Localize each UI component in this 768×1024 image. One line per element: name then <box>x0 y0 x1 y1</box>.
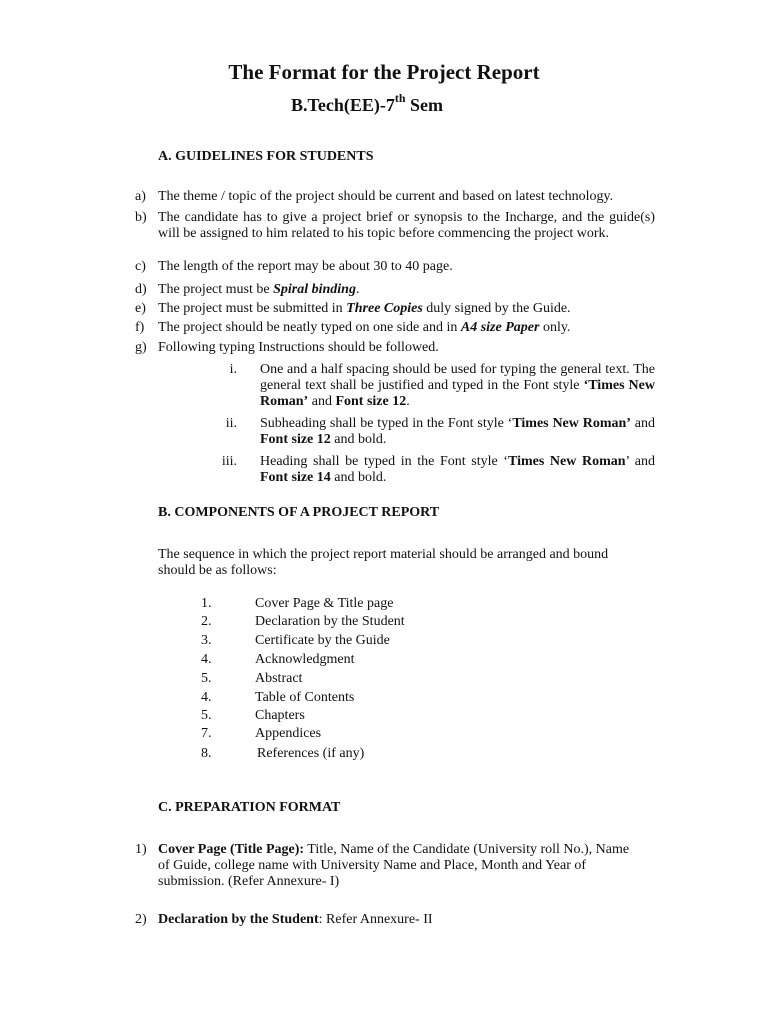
instruction-text: ’ and <box>625 454 655 469</box>
instruction-text: . <box>406 394 410 409</box>
instruction-text: and bold. <box>330 432 387 447</box>
page-subtitle <box>291 91 444 116</box>
item-bold-label: Cover Page (Title Page): <box>158 842 305 857</box>
component-label: Declaration by the Student <box>255 614 405 629</box>
list-marker: b) <box>135 210 147 225</box>
component-number: 2. <box>201 614 212 629</box>
component-label: Chapters <box>255 708 305 723</box>
list-marker: f) <box>135 320 145 335</box>
item-f-text: The project should be neatly typed on one side and in <box>158 320 461 335</box>
section-b-heading: B. COMPONENTS OF A PROJECT REPORT <box>158 505 440 520</box>
roman-marker: i. <box>229 362 237 377</box>
item-d-end: . <box>355 282 360 297</box>
component-label: Acknowledgment <box>255 652 355 667</box>
instruction-bold: Times New Roman <box>507 454 626 469</box>
list-marker: a) <box>135 189 146 204</box>
component-label: Cover Page & Title page <box>255 596 394 611</box>
component-label: Appendices <box>255 726 322 741</box>
preparation-item-cover-page <box>158 842 633 890</box>
component-number: 7. <box>201 726 212 741</box>
item-f-end: only. <box>539 320 571 335</box>
list-marker: g) <box>135 340 147 355</box>
instruction-bold: ‘Times New Roman’ <box>260 378 655 409</box>
component-label: References (if any) <box>257 746 365 761</box>
guideline-item-f <box>158 320 570 336</box>
instruction-bold: Font size 12 <box>335 394 407 409</box>
page-title: The Format for the Project Report <box>228 60 540 84</box>
item-text: : Refer Annexure- II <box>318 912 433 927</box>
guideline-item-e <box>158 301 571 317</box>
typing-instruction-i <box>260 362 655 410</box>
typing-instruction-ii <box>260 416 655 448</box>
instruction-bold: Times New Roman’ <box>512 416 631 431</box>
subtitle-superscript: th <box>394 91 406 105</box>
item-e-text: The project must be submitted in <box>158 301 347 316</box>
item-e-end: duly signed by the Guide. <box>422 301 571 316</box>
subtitle-prefix: B.Tech(EE)-7 <box>291 95 395 115</box>
guideline-item-d <box>158 282 359 298</box>
subtitle-suffix: Sem <box>405 95 444 115</box>
list-marker: e) <box>135 301 146 316</box>
instruction-text: Subheading shall be typed in the Font style ‘ <box>260 416 513 431</box>
instruction-text: and <box>630 416 655 431</box>
instruction-text: and bold. <box>330 470 387 485</box>
component-number: 1. <box>201 596 212 611</box>
list-marker: d) <box>135 282 147 297</box>
item-d-text: The project must be <box>158 282 274 297</box>
component-number: 4. <box>201 652 212 667</box>
list-marker: c) <box>135 259 146 274</box>
instruction-bold: Font size 14 <box>260 470 331 485</box>
list-marker: 1) <box>135 842 147 857</box>
instruction-text: Heading shall be typed in the Font style ‘ <box>260 454 508 469</box>
section-c-heading: C. PREPARATION FORMAT <box>158 800 341 815</box>
component-number: 8. <box>201 746 212 761</box>
guideline-item-g: Following typing Instructions should be followed. <box>158 340 439 355</box>
component-label: Abstract <box>255 671 303 686</box>
item-f-emphasis: A4 size Paper <box>460 320 540 335</box>
section-b-intro: The sequence in which the project report material should be arranged and bound should be as follows: <box>158 547 609 578</box>
roman-marker: ii. <box>225 416 237 431</box>
component-label: Certificate by the Guide <box>255 633 390 648</box>
guideline-item-a: The theme / topic of the project should be current and based on latest technology. <box>158 189 614 204</box>
list-marker: 2) <box>135 912 147 927</box>
component-number: 5. <box>201 708 212 723</box>
instruction-text: One and a half spacing should be used for typing the general text. The general text shall be justified and typed in the Font style <box>260 362 655 393</box>
instruction-bold: Font size 12 <box>260 432 331 447</box>
guideline-item-b: The candidate has to give a project brief or synopsis to the Incharge, and the guide(s) will be assigned to him related to his topic before commencing the project work. <box>158 210 655 241</box>
preparation-item-declaration <box>158 912 433 928</box>
typing-instruction-iii <box>260 454 655 486</box>
item-text: Title, Name of the Candidate (University roll No.), Name of Guide, college name with University Name and Place, Month and Year of submission. (Refer Annexure- I) <box>158 842 630 889</box>
item-e-emphasis: Three Copies <box>346 301 423 316</box>
guideline-item-c: The length of the report may be about 30 to 40 page. <box>158 259 453 274</box>
item-bold-label: Declaration by the Student <box>158 912 319 927</box>
item-d-emphasis: Spiral binding <box>273 282 356 297</box>
component-number: 4. <box>201 690 212 705</box>
roman-marker: iii. <box>221 454 237 469</box>
section-a-heading: A. GUIDELINES FOR STUDENTS <box>158 149 374 164</box>
component-number: 5. <box>201 671 212 686</box>
component-label: Table of Contents <box>255 690 355 705</box>
instruction-text: and <box>308 394 336 409</box>
component-number: 3. <box>201 633 212 648</box>
